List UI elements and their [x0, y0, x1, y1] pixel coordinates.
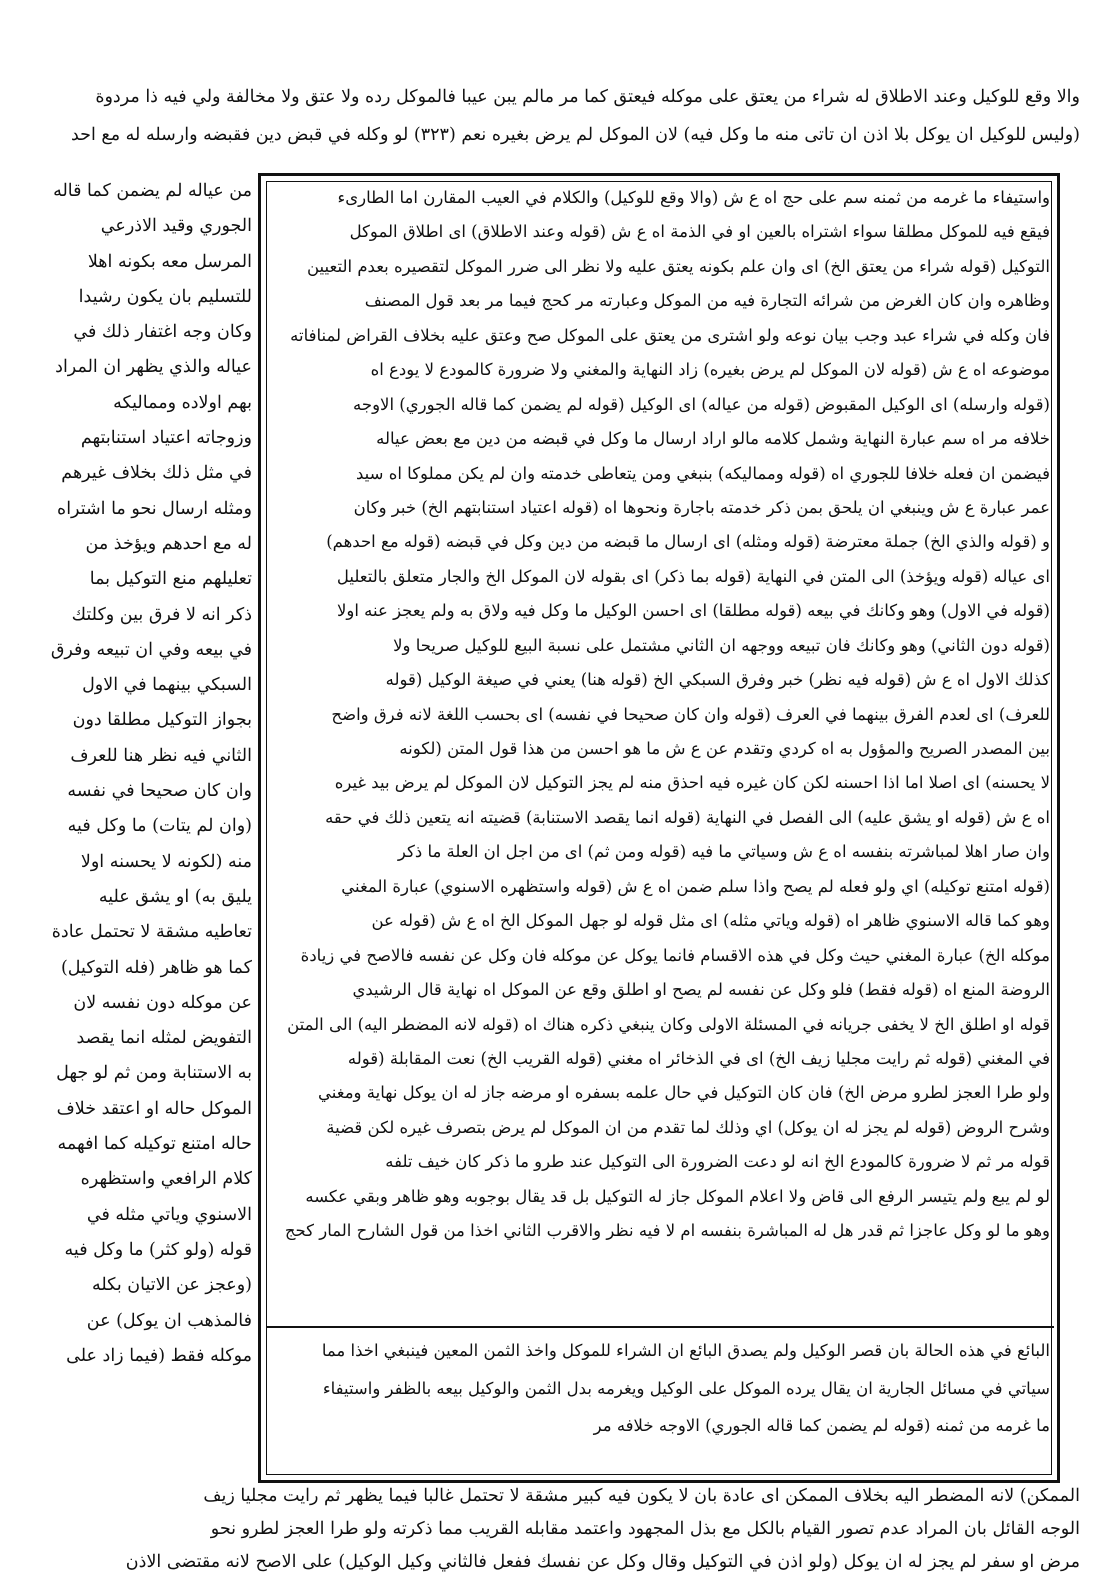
commentary-line: اى عياله (قوله ويؤخذ) الى المتن في النهاية (قوله بما ذكر) اى بقوله لان الموكل الخ والجار متعلق بالتعليل — [336, 566, 1050, 586]
margin-line: بهم اولاده ومماليكه — [113, 392, 252, 413]
margin-line: قوله (ولو كثر) ما وكل فيه — [64, 1239, 252, 1260]
commentary-line: ولو طرا العجز لطرو مرض الخ) فان كان التوكيل في حال علمه بسفره او مرضه جاز له ان يوكل نهاية ومغني — [318, 1083, 1050, 1103]
margin-line: موكله فقط (فيما زاد على — [66, 1345, 252, 1366]
margin-line: وزوجاته اعتياد استنابتهم — [80, 428, 252, 449]
commentary-line: كذلك الاول اه ع ش (قوله فيه نظر) خبر وفرق السبكي الخ (قوله هنا) يعني في صيغة الوكيل (قوله — [385, 670, 1050, 690]
lower-commentary-line: ما غرمه من ثمنه (قوله لم يضمن كما قاله الجوري) الاوجه خلافه مر — [593, 1416, 1050, 1435]
margin-line: وان كان صحيحا في نفسه — [67, 781, 252, 802]
section-divider — [266, 1326, 1054, 1328]
margin-line: بجواز التوكيل مطلقا دون — [72, 710, 252, 731]
margin-line: كما هو ظاهر (فله التوكيل) — [60, 957, 252, 978]
margin-line: فالمذهب ان يوكل) عن — [86, 1310, 252, 1331]
margin-line: تعاطيه مشقة لا تحتمل عادة — [51, 922, 252, 943]
margin-line: منه (لكونه لا يحسنه اولا — [80, 851, 252, 872]
margin-line: حاله امتنع توكيله كما افهمه — [57, 1134, 252, 1155]
commentary-line: فيضمن ان فعله خلافا للجوري اه (قوله ومماليكه) بنبغي ومن يتعاطى خدمته وان لم يكن مملوكا اه سيد — [355, 463, 1050, 483]
commentary-line: اه ع ش (قوله او يشق عليه) الى الفصل في النهاية (قوله انما يقصد الاستنابة) قضيته انه يتعين ذلك في حقه — [325, 807, 1050, 827]
margin-line: كلام الرافعي واستظهره — [80, 1169, 252, 1190]
commentary-line: (قوله امتنع توكيله) اي ولو فعله لم يصح واذا سلم ضمن اه ع ش (قوله واستظهره الاسنوي) عبارة المغني — [341, 876, 1050, 896]
margin-line: من عياله لم يضمن كما قاله — [53, 181, 252, 201]
margin-line: تعليلهم منع التوكيل بما — [89, 569, 252, 590]
margin-line: في بيعه وفي ان تبيعه وفرق — [50, 639, 252, 660]
commentary-line: وهو ما لو وكل عاجزا ثم قدر هل له المباشرة بنفسه ام لا فيه نظر والاقرب الثاني اخذا من قول الشارح المار كحج — [284, 1221, 1050, 1241]
commentary-line: بين المصدر الصريح والمؤول به اه كردي وتقدم عن ع ش ما هو احسن من هذا قول المتن (لكونه — [399, 739, 1050, 758]
commentary-line: التوكيل (قوله شراء من يعتق الخ) اى وان علم بكونه يعتق عليه ولا نظر الى ضرر الموكل لتقصيره بعدم التعيين — [307, 256, 1050, 276]
margin-line: السبكي بينهما في الاول — [82, 675, 252, 696]
commentary-line: و (قوله والذي الخ) جملة معترضة (قوله ومثله) اى ارسال ما قبضه من دين وكل في قبضه (قوله مع احدهم) — [326, 532, 1050, 552]
commentary-line — [272, 1249, 1050, 1283]
margin-line: وكان وجه اغتفار ذلك في — [73, 322, 252, 343]
commentary-text — [272, 181, 1050, 1317]
commentary-line: في المغني (قوله ثم رايت مجليا زيف الخ) اى في الذخائر اه مغني (قوله القريب الخ) نعت المقابلة (قوله — [347, 1048, 1050, 1068]
commentary-line: الروضة المنع اه (قوله فقط) فلو وكل عن نفسه لم يصح او اطلق وقع عن الموكل اه نهاية قال الرشيدي — [352, 980, 1050, 1000]
margin-line: به الاستنابة ومن ثم لو جهل — [56, 1063, 252, 1084]
margin-line: الموكل حاله او اعتقد خلاف — [56, 1098, 252, 1119]
commentary-line: (قوله وارسله) اى الوكيل المقبوض (قوله من عياله) اى الوكيل (قوله لم يضمن كما قاله الجوري) الاوجه — [353, 394, 1050, 414]
margin-line: الجوري وقيد الاذرعي — [100, 216, 252, 237]
margin-line: التفويض لمثله انما يقصد — [76, 1028, 252, 1049]
lower-commentary-text — [272, 1332, 1050, 1445]
margin-line: (وان لم يتات) ما وكل فيه — [67, 816, 252, 837]
margin-line: ومثله ارسال نحو ما اشتراه — [57, 498, 252, 519]
commentary-line: موضوعه اه ع ش (قوله لان الموكل لم يرض بغيره) زاد النهاية والمغني ولا ضرورة كالمودع لا يودع اه — [370, 360, 1050, 380]
commentary-line: وشرح الروض (قوله لم يجز له ان يوكل) اي وذلك لما تقدم من ان الموكل لم يرض بتصرف غيره لكن قضية — [326, 1117, 1050, 1137]
commentary-line: فيقع فيه للموكل مطلقا سواء اشتراه بالعين او في الذمة اه ع ش (قوله وعند الاطلاق) اى اطلاق الموكل — [349, 222, 1050, 242]
commentary-line: موكله الخ) عبارة المغني حيث وكل في هذه الاقسام فانما يوكل عن موكله فان وكل عن نفسه فالاصح في زيادة — [300, 945, 1050, 965]
lower-commentary-line: البائع في هذه الحالة بان قصر الوكيل ولم يصدق البائع ان الشراء للموكل واخذ الثمن المعين فينبغي اخذا مما — [321, 1341, 1050, 1360]
margin-line: الاسنوي وياتي مثله في — [86, 1204, 252, 1225]
main-text-line: الوجه القائل بان المراد عدم تصور القيام بالكل مع بذل المجهود واعتمد مقابله القريب مما ذكرته ولو طرا العجز لطرو نحو — [210, 1519, 1080, 1539]
lower-commentary-line: سياتي في مسائل الجارية ان يقال يرده الموكل على الوكيل ويغرمه بدل الثمن والوكيل بيعه بالظفر واستيفاء — [322, 1378, 1050, 1398]
commentary-line: (قوله دون الثاني) وهو وكانك فان تبيعه ووجهه ان الثاني مشتمل على نسبة البيع للوكيل صريحا ولا — [393, 635, 1050, 655]
margin-line: المرسل معه بكونه اهلا — [87, 251, 252, 272]
commentary-line: قوله مر ثم لا ضرورة كالمودع الخ انه لو دعت الضرورة الى التوكيل عند طرو ما ذكر كان خيف تلفه — [385, 1152, 1050, 1172]
main-text-line: الممكن) لانه المضطر اليه بخلاف الممكن اى عادة بان لا يكون فيه كبير مشقة لا تحتمل غالبا فيما يظهر ثم رايت مجليا زيف — [203, 1486, 1080, 1506]
commentary-line: وهو كما قاله الاسنوي ظاهر اه (قوله وياتي مثله) اى مثل قوله لو جهل الموكل الخ اه ع ش (قوله عن — [371, 911, 1050, 931]
commentary-line: لا يحسنه) اى اصلا اما اذا احسنه لكن كان غيره فيه احذق منه لم يجز التوكيل لان الموكل لم يرض بيد غيره — [334, 773, 1050, 793]
main-text-top — [20, 78, 1080, 154]
margin-line: في مثل ذلك بخلاف غيرهم — [61, 463, 252, 484]
margin-line: عن موكله دون نفسه لان — [73, 992, 252, 1013]
margin-line: يليق به) او يشق عليه — [98, 886, 252, 907]
commentary-line: خلافه مر اه سم عبارة النهاية وشمل كلامه مالو اراد ارسال ما وكل في قبضه من دين مع بعض عياله — [376, 429, 1050, 449]
margin-main-text — [24, 174, 252, 1374]
margin-line: للتسليم بان يكون رشيدا — [78, 286, 252, 307]
margin-line: عياله والذي يظهر ان المراد — [55, 357, 252, 378]
commentary-line — [272, 1283, 1050, 1317]
commentary-line: واستيفاء ما غرمه من ثمنه سم على حج اه ع ش (والا وقع للوكيل) والكلام في العيب المقارن اما الطارىء — [337, 188, 1050, 207]
main-text-line: (وليس للوكيل ان يوكل بلا اذن ان تاتى منه ما وكل فيه) لان الموكل لم يرض بغيره نعم (٣٢٣) لو وكله في قبض دين فقبضه وارسله له مع احد — [71, 125, 1080, 145]
margin-line: (وعجز عن الاتيان بكله — [91, 1275, 252, 1296]
margin-line: الثاني فيه نظر هنا للعرف — [70, 745, 252, 766]
margin-line: له مع احدهم ويؤخذ من — [85, 533, 252, 554]
margin-line: ذكر انه لا فرق بين وكلتك — [71, 604, 252, 625]
main-text-bottom — [20, 1480, 1080, 1579]
commentary-line: (قوله في الاول) وهو وكانك في بيعه (قوله مطلقا) اى احسن الوكيل ما وكل فيه ولاق به ولم يعجز عنه اولا — [336, 601, 1050, 621]
commentary-line: لو لم يبع ولم يتيسر الرفع الى قاض ولا اعلام الموكل جاز له التوكيل بل قد يقال بوجوبه وهو ظاهر وبقي عكسه — [305, 1186, 1050, 1206]
main-text-line: والا وقع للوكيل وعند الاطلاق له شراء من يعتق على موكله فيعتق كما مر مالم يبن عيبا فالموكل رده ولا عتق ولا مخالفة ولي فيه ذا مردوة — [95, 87, 1080, 107]
commentary-line: وان صار اهلا لمباشرته بنفسه اه ع ش وسياتي ما فيه (قوله ومن ثم) اى من اجل ان العلة ما ذكر — [397, 842, 1050, 862]
commentary-line: للعرف) اى لعدم الفرق بينهما في العرف (قوله وان كان صحيحا في نفسه) اى بحسب اللغة لانه فرق واضح — [331, 704, 1050, 724]
main-text-line: مرض او سفر لم يجز له ان يوكل (ولو اذن في التوكيل وقال وكل عن نفسك ففعل فالثاني وكيل الوكيل) على الاصح لانه مقتضى الاذن — [125, 1552, 1080, 1572]
commentary-line: عمر عبارة ع ش وينبغي ان يلحق بمن ذكر خدمته باجارة ونحوها اه (قوله اعتياد استنابتهم الخ) خبر وكان — [353, 497, 1050, 517]
commentary-line: قوله او اطلق الخ لا يخفى جريانه في المسئلة الاولى وكان ينبغي ذكره هناك اه (قوله لانه المضطر اليه) الى المتن — [287, 1014, 1050, 1034]
commentary-line: وظاهره وان كان الغرض من شرائه التجارة فيه من الموكل وعبارته مر كحج فيما مر بعد قول المصنف — [364, 291, 1050, 311]
commentary-line: فان وكله في شراء عبد وجب بيان نوعه ولو اشترى من يعتق على الموكل صح وعتق عليه بخلاف القراض لمنافاته — [290, 325, 1050, 345]
